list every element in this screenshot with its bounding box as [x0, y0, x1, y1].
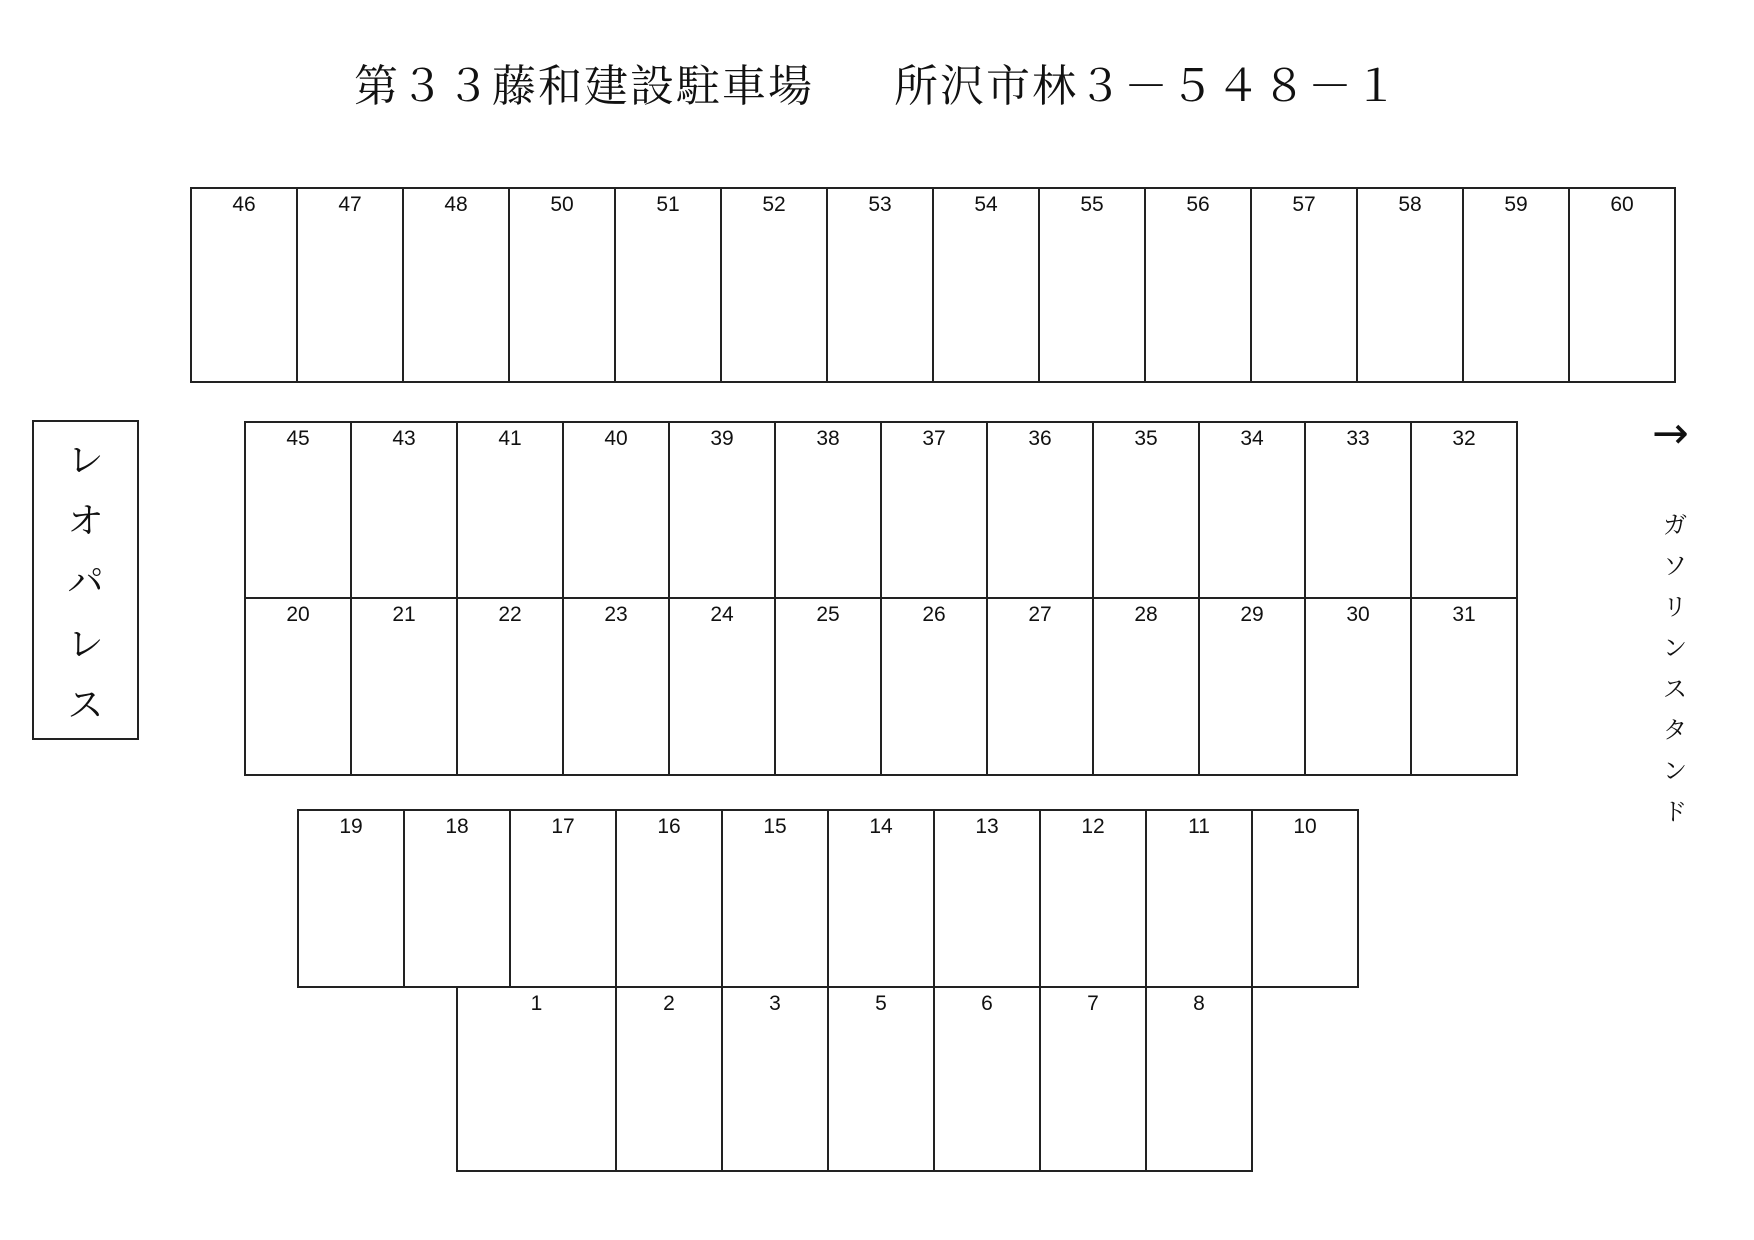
- parking-space: [1145, 986, 1253, 1172]
- parking-space: [1410, 421, 1518, 599]
- parking-space-number: 20: [286, 603, 310, 626]
- parking-space-number: 55: [1080, 193, 1104, 216]
- parking-space-number: 18: [445, 815, 469, 838]
- parking-space-number: 15: [763, 815, 787, 838]
- parking-space: [562, 597, 670, 776]
- parking-space-number: 27: [1028, 603, 1052, 626]
- parking-space-number: 50: [550, 193, 574, 216]
- parking-space-number: 39: [710, 427, 734, 450]
- parking-space-number: 30: [1346, 603, 1370, 626]
- parking-space-number: 29: [1240, 603, 1264, 626]
- parking-space-number: 56: [1186, 193, 1210, 216]
- parking-space-number: 16: [657, 815, 681, 838]
- building-label-char: レ: [67, 623, 104, 665]
- parking-space-number: 24: [710, 603, 734, 626]
- parking-space-number: 22: [498, 603, 522, 626]
- parking-space-number: 25: [816, 603, 840, 626]
- parking-space-number: 51: [656, 193, 680, 216]
- parking-space-number: 47: [338, 193, 362, 216]
- parking-space-number: 34: [1240, 427, 1264, 450]
- parking-space-number: 17: [551, 815, 575, 838]
- gas-station-char: ン: [1663, 757, 1687, 785]
- parking-space: [1356, 187, 1464, 383]
- parking-space: [1198, 597, 1306, 776]
- parking-space-number: 60: [1610, 193, 1634, 216]
- parking-space-number: 3: [769, 992, 781, 1015]
- parking-space: [402, 187, 510, 383]
- gas-station-char: ソ: [1663, 552, 1687, 580]
- parking-space: [1039, 809, 1147, 988]
- parking-space-number: 14: [869, 815, 893, 838]
- parking-space: [721, 986, 829, 1172]
- right-arrow-icon: →: [1652, 408, 1689, 459]
- parking-space: [720, 187, 828, 383]
- parking-space: [456, 421, 564, 599]
- parking-space-number: 23: [604, 603, 628, 626]
- parking-space: [774, 597, 882, 776]
- parking-space-number: 32: [1452, 427, 1476, 450]
- parking-space: [350, 597, 458, 776]
- parking-space: [1410, 597, 1518, 776]
- gas-station-char: リ: [1663, 593, 1687, 621]
- parking-space: [827, 809, 935, 988]
- parking-space: [456, 986, 617, 1172]
- parking-space-number: 1: [530, 992, 543, 1015]
- parking-space: [668, 597, 776, 776]
- parking-space: [190, 187, 298, 383]
- parking-space-number: 26: [922, 603, 946, 626]
- parking-space: [774, 421, 882, 599]
- parking-space-number: 11: [1188, 815, 1210, 838]
- parking-space: [1039, 986, 1147, 1172]
- parking-space-number: 35: [1134, 427, 1158, 450]
- parking-space-number: 6: [981, 992, 993, 1015]
- parking-space: [562, 421, 670, 599]
- parking-space-number: 52: [762, 193, 786, 216]
- building-label-char: オ: [67, 501, 104, 543]
- parking-space-number: 33: [1346, 427, 1370, 450]
- parking-space: [244, 421, 352, 599]
- parking-space: [614, 187, 722, 383]
- lot-name: 第３３藤和建設駐車場: [354, 61, 814, 112]
- gas-station-char: ド: [1663, 798, 1687, 826]
- parking-space: [986, 421, 1094, 599]
- parking-space-number: 13: [975, 815, 999, 838]
- parking-space: [1250, 187, 1358, 383]
- building-leopalace: [32, 420, 139, 740]
- parking-space-number: 48: [444, 193, 468, 216]
- parking-space-number: 59: [1504, 193, 1528, 216]
- parking-space: [1144, 187, 1252, 383]
- parking-space-number: 54: [974, 193, 998, 216]
- parking-space: [1462, 187, 1570, 383]
- parking-space-number: 12: [1081, 815, 1105, 838]
- parking-space: [1251, 809, 1359, 988]
- parking-space: [880, 421, 988, 599]
- parking-space: [508, 187, 616, 383]
- parking-space-number: 8: [1193, 992, 1205, 1015]
- parking-space-number: 41: [498, 427, 522, 450]
- parking-space: [986, 597, 1094, 776]
- parking-space: [1304, 597, 1412, 776]
- parking-space: [1568, 187, 1676, 383]
- parking-space: [297, 809, 405, 988]
- page-title: [0, 50, 1754, 114]
- parking-space: [456, 597, 564, 776]
- parking-space: [933, 809, 1041, 988]
- parking-space-number: 10: [1293, 815, 1317, 838]
- parking-space: [1304, 421, 1412, 599]
- parking-space: [296, 187, 404, 383]
- parking-space: [509, 809, 617, 988]
- parking-space-number: 43: [392, 427, 416, 450]
- parking-space-number: 21: [392, 603, 416, 626]
- building-label-char: レ: [67, 440, 104, 482]
- building-label-char: ス: [67, 684, 104, 726]
- parking-space: [721, 809, 829, 988]
- parking-space-number: 37: [922, 427, 946, 450]
- gas-station-label: [1660, 505, 1690, 833]
- parking-space: [1145, 809, 1253, 988]
- parking-space-number: 5: [875, 992, 887, 1015]
- parking-space-number: 46: [232, 193, 256, 216]
- parking-space: [933, 986, 1041, 1172]
- parking-space-number: 2: [663, 992, 675, 1015]
- parking-space-number: 7: [1087, 992, 1099, 1015]
- gas-station-char: ガ: [1663, 511, 1687, 539]
- parking-space: [668, 421, 776, 599]
- parking-space: [1092, 421, 1200, 599]
- parking-space: [826, 187, 934, 383]
- building-label-char: パ: [67, 562, 104, 604]
- parking-space: [880, 597, 988, 776]
- parking-space-number: 40: [604, 427, 628, 450]
- parking-space: [615, 986, 723, 1172]
- parking-space-number: 58: [1398, 193, 1422, 216]
- parking-space: [403, 809, 511, 988]
- parking-space-number: 38: [816, 427, 840, 450]
- parking-space-number: 53: [868, 193, 892, 216]
- parking-space: [615, 809, 723, 988]
- parking-space-number: 45: [286, 427, 310, 450]
- parking-space-number: 57: [1292, 193, 1316, 216]
- parking-space: [932, 187, 1040, 383]
- lot-address: 所沢市林３－５４８－１: [894, 61, 1400, 112]
- parking-space: [1038, 187, 1146, 383]
- parking-space: [827, 986, 935, 1172]
- parking-space: [350, 421, 458, 599]
- parking-space-number: 31: [1452, 603, 1476, 626]
- parking-space: [244, 597, 352, 776]
- parking-space: [1092, 597, 1200, 776]
- gas-station-char: タ: [1663, 716, 1687, 744]
- gas-station-char: ン: [1663, 634, 1687, 662]
- parking-space-number: 36: [1028, 427, 1052, 450]
- parking-space: [1198, 421, 1306, 599]
- gas-station-char: ス: [1663, 675, 1687, 703]
- parking-space-number: 28: [1134, 603, 1158, 626]
- parking-space-number: 19: [339, 815, 363, 838]
